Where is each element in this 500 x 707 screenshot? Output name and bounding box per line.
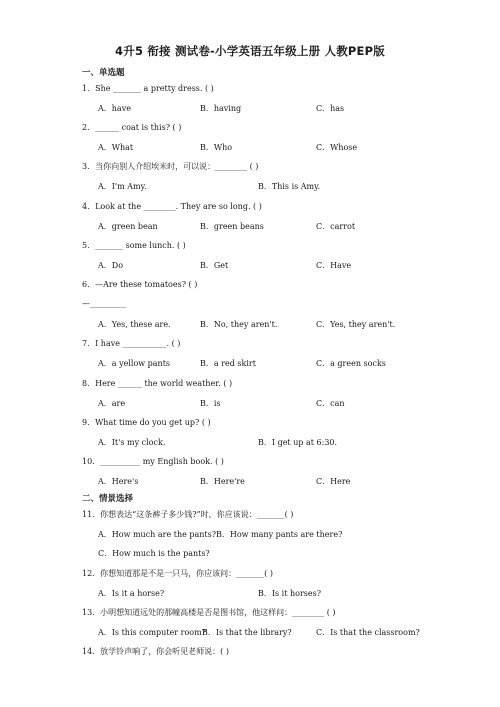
section-heading-single-choice: 一、单选题 bbox=[82, 68, 125, 78]
q10-option-c: C．Here bbox=[316, 477, 351, 486]
q8-option-b: B．is bbox=[200, 399, 221, 408]
q9-option-a: A．It's my clock. bbox=[98, 438, 166, 447]
question-9: 9．What time do you get up? ( ) bbox=[82, 418, 211, 427]
q2-option-c: C．Whose bbox=[316, 143, 358, 152]
question-14: 14．放学铃声响了，你会听见老师说：( ) bbox=[82, 647, 229, 656]
q12-option-b: B．Is it horses? bbox=[258, 589, 322, 598]
q11-option-b: B．How many pants are there? bbox=[216, 530, 343, 539]
q7-option-b: B．a red skirt bbox=[200, 359, 256, 368]
q9-option-b: B．I get up at 6:30. bbox=[258, 438, 338, 447]
q10-option-b: B．Here're bbox=[200, 477, 245, 486]
question-7: 7．I have ___________. ( ) bbox=[82, 339, 181, 348]
q3-option-a: A．I'm Amy. bbox=[98, 182, 147, 191]
section-heading-situational-choice: 二、情景选择 bbox=[82, 494, 134, 504]
question-10: 10．__________ my English book. ( ) bbox=[82, 457, 224, 466]
q4-option-c: C．carrot bbox=[316, 222, 356, 231]
q2-option-a: A．What bbox=[98, 143, 134, 152]
q2-option-b: B．Who bbox=[200, 143, 233, 152]
question-8: 8．Here ______ the world weather. ( ) bbox=[82, 379, 233, 388]
question-4: 4．Look at the ________. They are so long. ( ) bbox=[82, 202, 262, 211]
question-2: 2．______ coat is this? ( ) bbox=[82, 123, 182, 132]
q13-option-c: C．Is that the classroom? bbox=[316, 628, 420, 637]
q6-option-b: B．No, they aren't. bbox=[200, 320, 278, 329]
q4-option-a: A．green bean bbox=[98, 222, 158, 231]
question-11: 11．你想表达“这条裤子多少钱?”时，你应该说：_______( ) bbox=[82, 510, 294, 519]
q5-option-b: B．Get bbox=[200, 261, 229, 270]
q7-option-a: A．a yellow pants bbox=[98, 359, 171, 368]
question-13: 13．小明想知道远处的那幢高楼是否是图书馆，他这样问：________ ( ) bbox=[82, 608, 336, 617]
q1-option-a: A．have bbox=[98, 104, 131, 113]
q7-option-c: C．a green socks bbox=[316, 359, 386, 368]
q13-option-b: B．Is that the library? bbox=[202, 628, 292, 637]
q1-option-b: B．having bbox=[200, 104, 242, 113]
q11-option-c: C．How much is the pants? bbox=[98, 549, 210, 558]
question-6-answer-line: —_________ bbox=[82, 299, 126, 308]
q11-option-a: A．How much are the pants? bbox=[98, 530, 217, 539]
q1-option-c: C．has bbox=[316, 104, 345, 113]
q5-option-a: A．Do bbox=[98, 261, 124, 270]
q5-option-c: C．Have bbox=[316, 261, 352, 270]
q4-option-b: B．green beans bbox=[200, 222, 264, 231]
q6-option-a: A．Yes, these are. bbox=[98, 320, 171, 329]
q12-option-a: A．Is it a horse? bbox=[98, 589, 165, 598]
question-12: 12．你想知道那是不是一只马，你应该问：_______( ) bbox=[82, 569, 273, 578]
q13-option-a: A．Is this computer room? bbox=[98, 628, 206, 637]
question-1: 1．She _______ a pretty dress. ( ) bbox=[82, 84, 214, 93]
q3-option-b: B．This is Amy. bbox=[258, 182, 321, 191]
q10-option-a: A．Here's bbox=[98, 477, 139, 486]
page-title: 4升5 衔接 测试卷-小学英语五年级上册 人教PEP版 bbox=[115, 44, 385, 58]
question-6: 6．—Are these tomatoes? ( ) bbox=[82, 280, 198, 289]
q8-option-a: A．are bbox=[98, 399, 126, 408]
q6-option-c: C．Yes, they aren't. bbox=[316, 320, 396, 329]
question-5: 5．_______ some lunch. ( ) bbox=[82, 241, 186, 250]
q8-option-c: C．can bbox=[316, 399, 345, 408]
question-3: 3．当你向别人介绍埃米时，可以说：________ ( ) bbox=[82, 162, 259, 171]
